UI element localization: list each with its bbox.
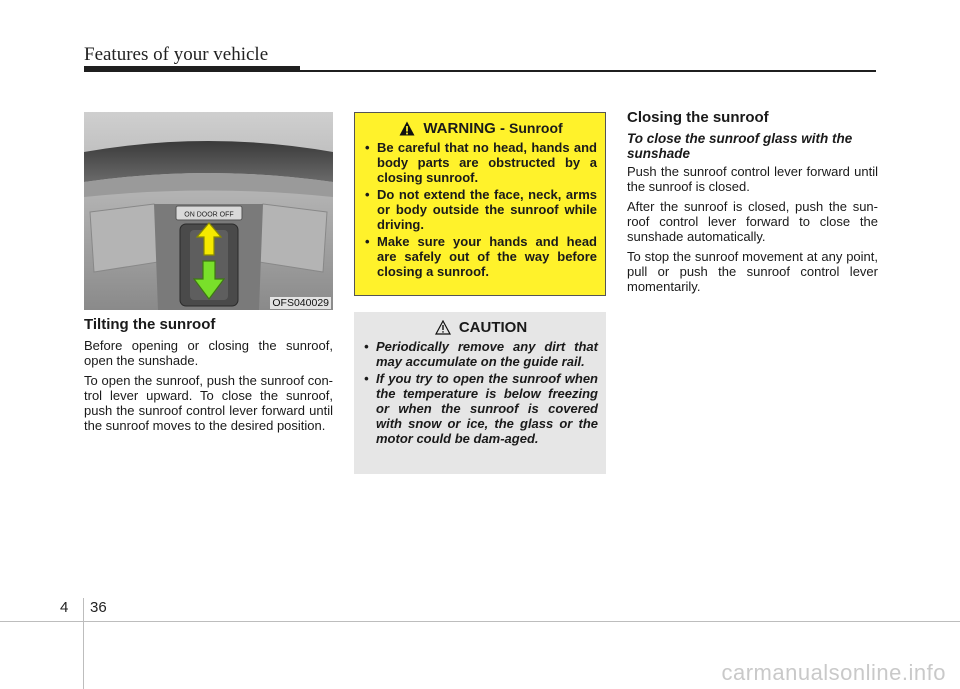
caution-title: [364, 320, 598, 335]
closing-subheading: To close the sunroof glass with the sunshade: [627, 131, 853, 161]
sunroof-control-photo: [84, 112, 333, 310]
tilting-paragraph: Before opening or closing the sunroof, open the sunshade.: [84, 338, 333, 368]
caution-item: • If you try to open the sunroof when the temperature is below freezing or when the sunroof is covered with snow or ice, the glass or the motor could be dam-aged.: [364, 371, 598, 446]
warning-list: [365, 140, 597, 279]
closing-paragraph: After the sunroof is closed, push the sun-roof control lever forward to close the sunshade automatically.: [627, 199, 878, 244]
warning-triangle-icon: [399, 121, 415, 136]
header-rule-thick: [84, 66, 300, 72]
arrow-down-icon: [193, 260, 225, 300]
closing-section: [627, 110, 878, 299]
warning-title: [365, 121, 597, 136]
closing-paragraph: To stop the sunroof movement at any point, pull or push the sunroof control lever momentarily.: [627, 249, 878, 294]
page-number: 36: [90, 599, 107, 616]
warning-item: • Be careful that no head, hands and body parts are obstructed by a closing sunroof.: [365, 140, 597, 185]
warning-subtitle: Sunroof: [509, 120, 563, 136]
caution-box: [354, 312, 606, 474]
warning-title-label: WARNING -: [423, 120, 505, 137]
header-rule-thin: [300, 70, 876, 72]
warning-item: • Do not extend the face, neck, arms or body outside the sunroof while driving.: [365, 187, 597, 232]
tilting-paragraph: To open the sunroof, push the sunroof con-trol lever upward. To close the sunroof, push the sunroof control lever forward until the sunroof moves to the desired position.: [84, 373, 333, 433]
footer-rule: [0, 621, 960, 622]
arrow-up-icon: [196, 222, 222, 256]
chapter-number: 4: [60, 599, 69, 616]
map-lamp-switch-label: ON DOOR OFF: [184, 211, 234, 219]
warning-box: [354, 112, 606, 296]
caution-item: • Periodically remove any dirt that may accumulate on the guide rail.: [364, 339, 598, 369]
closing-paragraph: Push the sunroof control lever forward until the sunroof is closed.: [627, 164, 878, 194]
caution-list: [364, 339, 598, 446]
tilting-section: [84, 317, 333, 438]
closing-heading: Closing the sunroof: [627, 109, 769, 126]
header-title: Features of your vehicle: [84, 44, 269, 65]
footer-divider: [83, 598, 84, 689]
photo-caption: OFS040029: [272, 297, 329, 309]
watermark: carmanualsonline.info: [721, 660, 946, 685]
warning-item: • Make sure your hands and head are safely out of the way before closing a sunroof.: [365, 234, 597, 279]
caution-title-label: CAUTION: [458, 319, 528, 336]
tilting-heading: Tilting the sunroof: [84, 316, 216, 333]
caution-triangle-icon: [435, 320, 451, 335]
